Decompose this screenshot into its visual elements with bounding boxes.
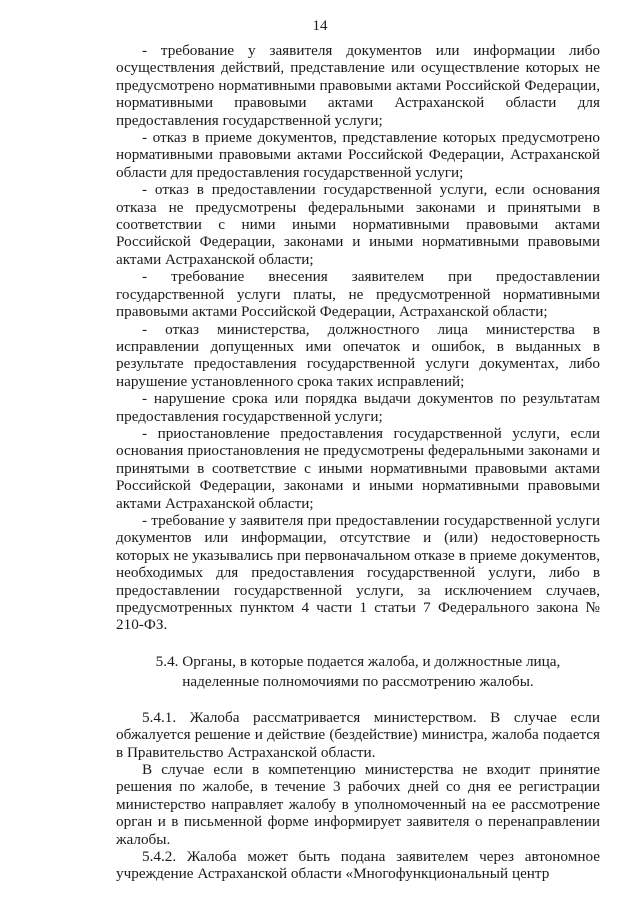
paragraph: - требование внесения заявителем при предоставлении государственной услуги платы, не предусмотренной нормативными правовыми актами Российской Федерации, Астраханской области;	[116, 268, 600, 321]
document-body	[116, 42, 600, 883]
paragraph: - приостановление предоставления государственной услуги, если основания приостановления не предусмотрены федеральными законами и принятыми в соответствие с иными нормативными правовыми актами Российской Федерации, законами и иными нормативными правовыми актами Астраханской области;	[116, 424, 600, 512]
paragraph: - отказ в предоставлении государственной услуги, если основания отказа не предусмотрены федеральными законами и принятыми в соответствии с ними иными нормативными правовыми актами Российской Федерации, законами и иными нормативными правовыми актами Астраханской области;	[116, 181, 600, 268]
paragraph: - требование у заявителя при предоставлении государственной услуги документов или информации, отсутствие и (или) недостоверность которых не указывались при первоначальном отказе в приеме документов, необходимых для предоставления государственной услуги, либо в предоставлении государственной услуги, за исключением случаев, предусмотренных пунктом 4 части 1 статьи 7 Федерального закона № 210-ФЗ.	[116, 511, 600, 634]
paragraph: 5.4.2. Жалоба может быть подана заявителем через автономное учреждение Астраханской области «Многофункциональный центр	[116, 848, 600, 883]
paragraph: - отказ в приеме документов, представление которых предусмотрено нормативными правовыми актами Российской Федерации, Астраханской области для предоставления государственной услуги;	[116, 129, 600, 181]
page-number: 14	[312, 18, 328, 34]
paragraph: В случае если в компетенцию министерства не входит принятие решения по жалобе, в течение 3 рабочих дней со дня ее регистрации министерство направляет жалобу в уполномоченный на ее рассмотрение орган и в письменной форме информирует заявителя о перенаправлении жалобы.	[116, 761, 600, 848]
paragraph: - нарушение срока или порядка выдачи документов по результатам предоставления государственной услуги;	[116, 390, 600, 425]
paragraph: - требование у заявителя документов или информации либо осуществления действий, представление или осуществление которых не предусмотрено нормативными правовыми актами Российской Федерации, нормативными правовыми актами Астраханской области для предоставления государственной услуги;	[116, 42, 600, 129]
paragraph: - отказ министерства, должностного лица министерства в исправлении допущенных ими опечаток и ошибок, в выданных в результате предоставления государственной услуги документах, либо нарушение установленного срока таких исправлений;	[116, 320, 600, 390]
paragraph: 5.4.1. Жалоба рассматривается министерством. В случае если обжалуется решение и действие (бездействие) министра, жалоба подается в Правительство Астраханской области.	[116, 708, 600, 761]
section-heading: 5.4. Органы, в которые подается жалоба, и должностные лица, наделенные полномочиями по рассмотрению жалобы.	[155, 652, 561, 690]
